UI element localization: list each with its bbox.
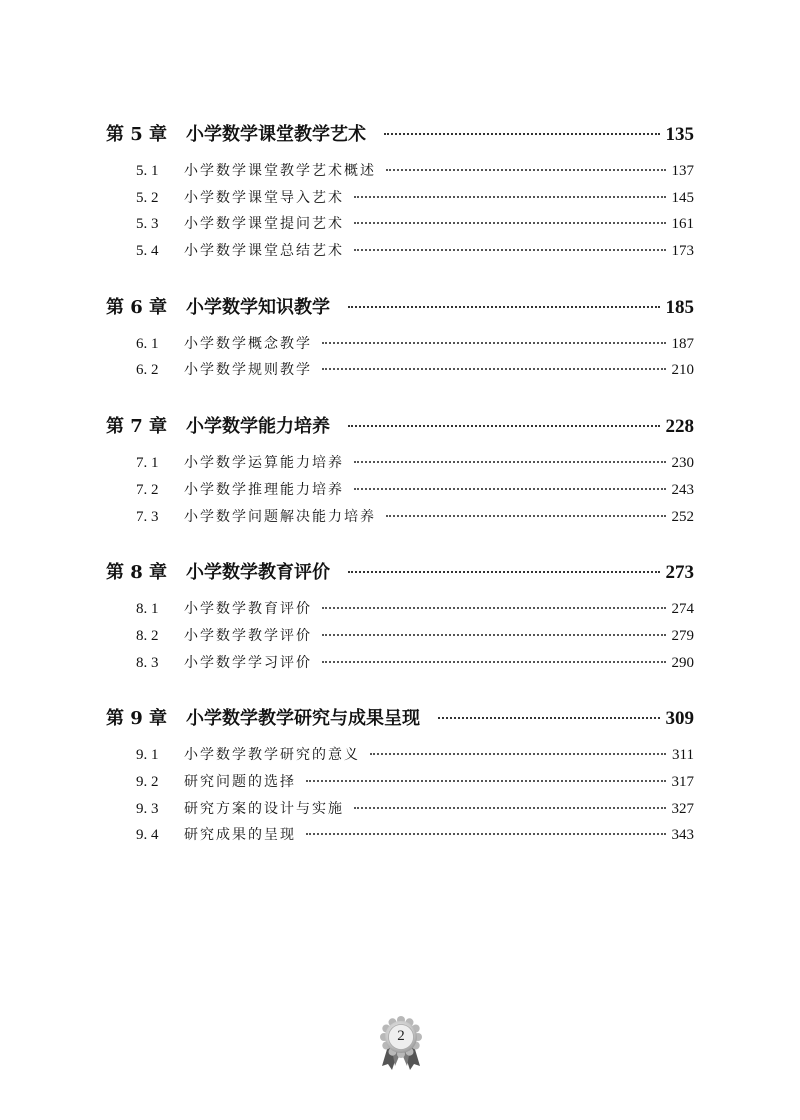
section-entry[interactable] — [106, 333, 694, 360]
chapter-block — [106, 704, 694, 851]
dot-leader — [354, 461, 666, 463]
section-title: 小学数学学习评价 — [184, 654, 312, 671]
chapter-number: 第 5 章 — [106, 124, 168, 145]
chapter-page-number: 273 — [665, 562, 694, 584]
section-title: 研究方案的设计与实施 — [184, 800, 344, 817]
page-number: 2 — [397, 1028, 405, 1044]
section-title: 小学数学课堂导入艺术 — [184, 189, 344, 206]
section-number: 9. 2 — [136, 773, 159, 790]
chapter-heading[interactable] — [106, 120, 694, 160]
section-title: 小学数学教育评价 — [184, 601, 312, 618]
dot-leader — [384, 133, 660, 135]
section-title: 研究成果的呈现 — [184, 827, 296, 844]
chapter-page-number: 309 — [665, 708, 694, 730]
section-entry[interactable] — [106, 598, 694, 625]
section-entry[interactable] — [106, 771, 694, 798]
dot-leader — [386, 515, 666, 517]
chapter-heading[interactable] — [106, 558, 694, 598]
section-page-number: 274 — [671, 601, 694, 618]
dot-leader — [322, 368, 666, 370]
chapter-block — [106, 120, 694, 267]
section-entry[interactable] — [106, 213, 694, 240]
chapter-number: 第 6 章 — [106, 296, 168, 318]
chapter-heading[interactable] — [106, 293, 694, 333]
section-number: 8. 1 — [136, 601, 159, 618]
section-entry[interactable] — [106, 452, 694, 479]
section-entry[interactable] — [106, 240, 694, 267]
chapter-title: 小学数学知识教学 — [186, 296, 330, 318]
chapter-block — [106, 558, 694, 678]
chapter-title: 小学数学课堂教学艺术 — [186, 124, 366, 145]
section-page-number: 243 — [671, 481, 694, 498]
dot-leader — [348, 571, 660, 573]
section-number: 7. 3 — [136, 508, 159, 525]
chapter-block — [106, 293, 694, 386]
chapter-title: 小学数学能力培养 — [186, 416, 330, 438]
section-title: 小学数学规则教学 — [184, 362, 312, 379]
chapter-block — [106, 412, 694, 532]
chapter-page-number: 135 — [665, 124, 694, 145]
section-entry[interactable] — [106, 824, 694, 851]
section-number: 5. 3 — [136, 216, 159, 233]
section-number: 5. 1 — [136, 163, 159, 179]
chapter-number: 第 9 章 — [106, 708, 168, 730]
dot-leader — [354, 488, 666, 490]
section-number: 9. 3 — [136, 800, 159, 817]
dot-leader — [348, 425, 660, 427]
dot-leader — [322, 634, 666, 636]
section-entry[interactable] — [106, 798, 694, 825]
section-page-number: 311 — [672, 747, 694, 764]
dot-leader — [370, 753, 666, 755]
dot-leader — [354, 222, 666, 224]
chapter-number: 第 8 章 — [106, 562, 168, 584]
dot-leader — [322, 661, 666, 663]
section-page-number: 290 — [671, 654, 694, 671]
section-entry[interactable] — [106, 652, 694, 679]
section-page-number: 279 — [671, 627, 694, 644]
section-page-number: 173 — [671, 243, 694, 260]
chapter-heading[interactable] — [106, 704, 694, 744]
dot-leader — [322, 607, 666, 609]
dot-leader — [386, 169, 666, 171]
section-page-number: 252 — [671, 508, 694, 525]
section-number: 6. 1 — [136, 335, 159, 352]
dot-leader — [354, 196, 666, 198]
section-number: 8. 3 — [136, 654, 159, 671]
section-page-number: 137 — [671, 163, 694, 179]
dot-leader — [306, 833, 666, 835]
section-page-number: 187 — [671, 335, 694, 352]
chapter-page-number: 185 — [665, 296, 694, 318]
dot-leader — [322, 342, 666, 344]
dot-leader — [438, 717, 660, 719]
dot-leader — [354, 249, 666, 251]
dot-leader — [354, 807, 666, 809]
section-title: 小学数学推理能力培养 — [184, 481, 344, 498]
section-number: 7. 2 — [136, 481, 159, 498]
section-page-number: 317 — [671, 773, 694, 790]
section-title: 小学数学问题解决能力培养 — [184, 508, 376, 525]
table-of-contents — [106, 120, 694, 877]
section-title: 小学数学运算能力培养 — [184, 455, 344, 472]
section-entry[interactable] — [106, 479, 694, 506]
section-page-number: 145 — [671, 189, 694, 206]
section-entry[interactable] — [106, 187, 694, 214]
section-number: 9. 4 — [136, 827, 159, 844]
section-title: 小学数学课堂提问艺术 — [184, 216, 344, 233]
section-entry[interactable] — [106, 506, 694, 533]
section-number: 8. 2 — [136, 627, 159, 644]
dot-leader — [348, 306, 660, 308]
section-title: 小学数学概念教学 — [184, 335, 312, 352]
section-page-number: 210 — [671, 362, 694, 379]
chapter-title: 小学数学教育评价 — [186, 562, 330, 584]
section-title: 小学数学教学评价 — [184, 627, 312, 644]
section-page-number: 343 — [671, 827, 694, 844]
section-number: 7. 1 — [136, 455, 159, 472]
section-number: 5. 2 — [136, 189, 159, 206]
chapter-page-number: 228 — [665, 416, 694, 438]
section-entry[interactable] — [106, 625, 694, 652]
section-title: 研究问题的选择 — [184, 773, 296, 790]
dot-leader — [306, 780, 666, 782]
section-page-number: 230 — [671, 455, 694, 472]
section-page-number: 161 — [671, 216, 694, 233]
section-entry[interactable] — [106, 359, 694, 386]
section-number: 6. 2 — [136, 362, 159, 379]
section-page-number: 327 — [671, 800, 694, 817]
section-title: 小学数学课堂教学艺术概述 — [184, 163, 376, 179]
chapter-heading[interactable] — [106, 412, 694, 452]
section-number: 9. 1 — [136, 747, 159, 764]
section-entry[interactable] — [106, 160, 694, 187]
section-entry[interactable] — [106, 744, 694, 771]
chapter-number: 第 7 章 — [106, 416, 168, 438]
section-number: 5. 4 — [136, 243, 159, 260]
chapter-title: 小学数学教学研究与成果呈现 — [186, 708, 420, 730]
section-title: 小学数学课堂总结艺术 — [184, 243, 344, 260]
section-title: 小学数学教学研究的意义 — [184, 747, 360, 764]
